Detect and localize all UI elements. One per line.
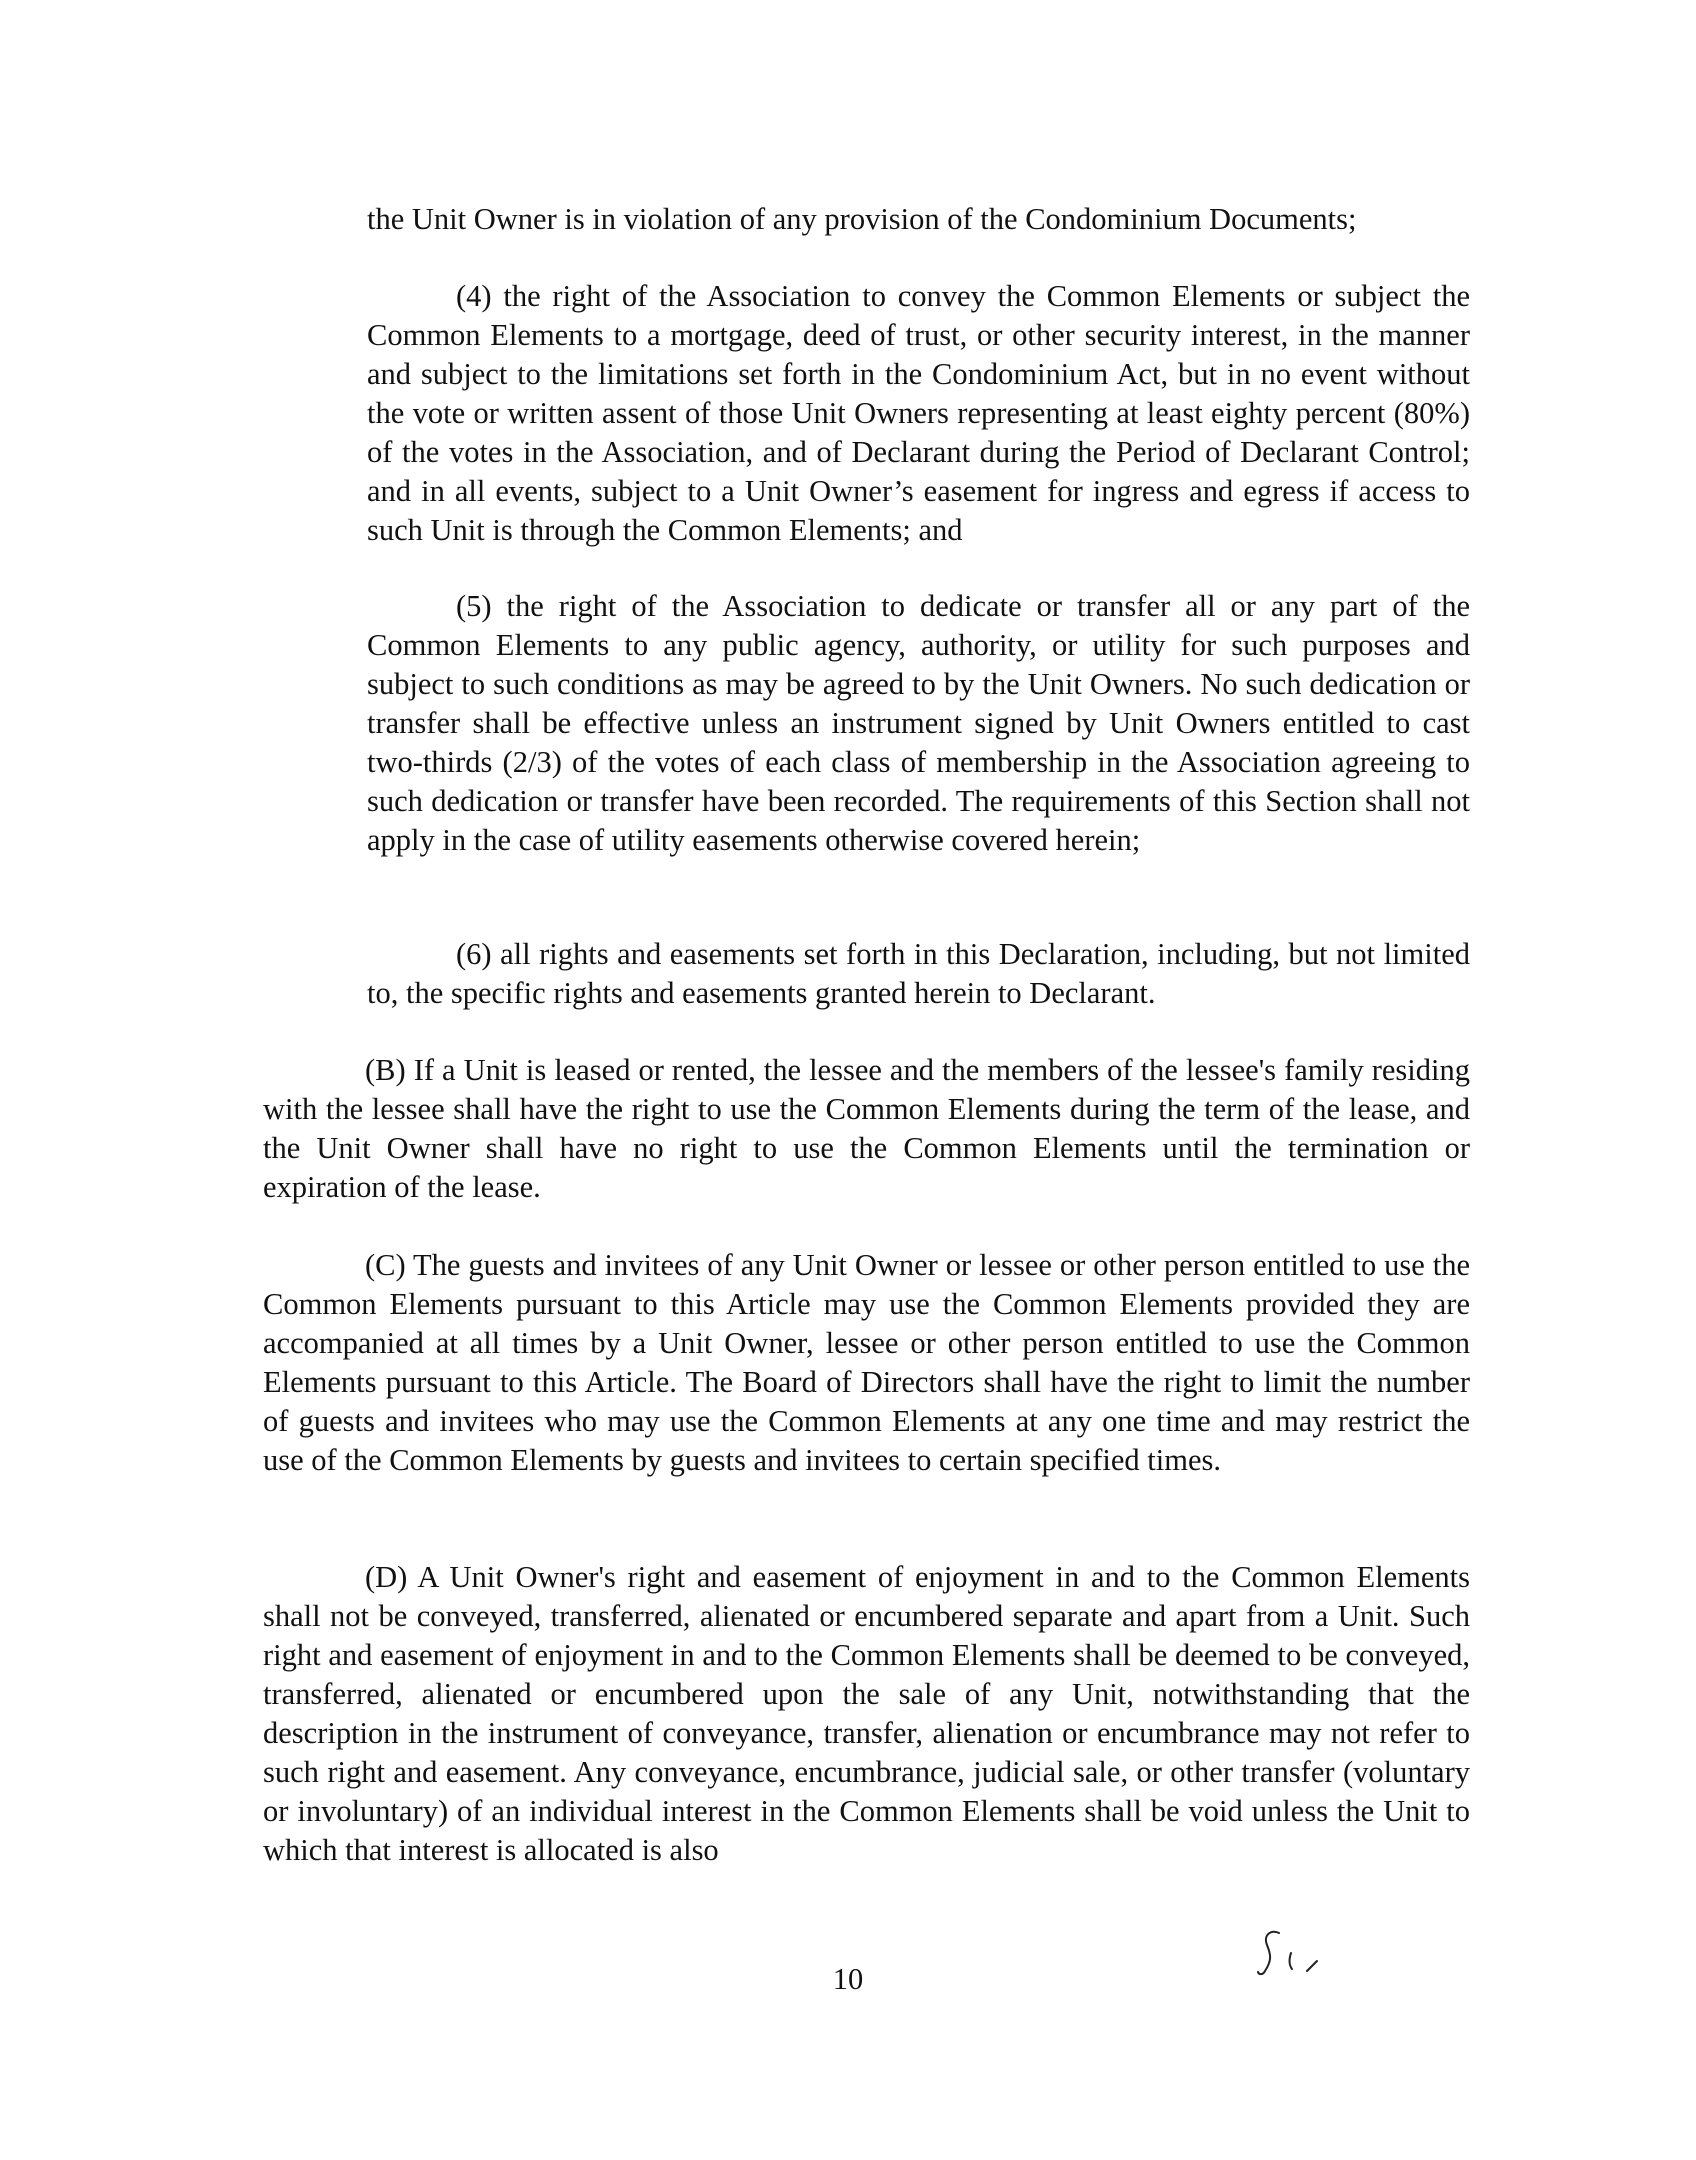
paragraph-section-d: (D) A Unit Owner's right and easement of enjoyment in and to the Common Elements shall not be conveyed, transferred, alienated or encumbered separate and apart from a Unit. Such right and easement of enjoyment in and to the Common Elements shall be deemed to be conveyed, transferred, alienated or encumbered upon the sale of any Unit, notwithstanding that the description in the instrument of conveyance, transfer, alienation or encumbrance may not refer to such right and easement. Any conveyance, encumbrance, judicial sale, or other transfer (voluntary or involuntary) of an individual interest in the Common Elements shall be void unless the Unit to which that interest is allocated is also: [263, 1560, 1470, 1867]
paragraph-lead: the Unit Owner is in violation of any provision of the Condominium Documents;: [367, 202, 1357, 236]
paragraph-section-b: (B) If a Unit is leased or rented, the lessee and the members of the lessee's family residing with the lessee shall have the right to use the Common Elements during the term of the lease, and the Unit Owner shall have no right to use the Common Elements until the termination or expiration of the lease.: [263, 1053, 1470, 1204]
paragraph-section-c: (C) The guests and invitees of any Unit Owner or lessee or other person entitled to use the Common Elements pursuant to this Article may use the Common Elements provided they are accompanied at all times by a Unit Owner, lessee or other person entitled to use the Common Elements pursuant to this Article. The Board of Directors shall have the right to limit the number of guests and invitees who may use the Common Elements at any one time and may restrict the use of the Common Elements by guests and invitees to certain specified times.: [263, 1248, 1470, 1477]
handwritten-initials: [1255, 1925, 1335, 1985]
paragraph-item-6: (6) all rights and easements set forth in this Declaration, including, but not limited to, the specific rights and easements granted herein to Declarant.: [367, 937, 1470, 1010]
paragraph-item-5: (5) the right of the Association to dedicate or transfer all or any part of the Common Elements to any public agency, authority, or utility for such purposes and subject to such conditions as may be agreed to by the Unit Owners. No such dedication or transfer shall be effective unless an instrument signed by Unit Owners entitled to cast two-thirds (2/3) of the votes of each class of membership in the Association agreeing to such dedication or transfer have been recorded. The requirements of this Section shall not apply in the case of utility easements otherwise covered herein;: [367, 589, 1470, 857]
paragraph-item-4: (4) the right of the Association to convey the Common Elements or subject the Common Elements to a mortgage, deed of trust, or other security interest, in the manner and subject to the limitations set forth in the Condominium Act, but in no event without the vote or written assent of those Unit Owners representing at least eighty percent (80%) of the votes in the Association, and of Declarant during the Period of Declarant Control; and in all events, subject to a Unit Owner’s easement for ingress and egress if access to such Unit is through the Common Elements; and: [367, 279, 1470, 547]
page-number: 10: [832, 1962, 864, 1996]
